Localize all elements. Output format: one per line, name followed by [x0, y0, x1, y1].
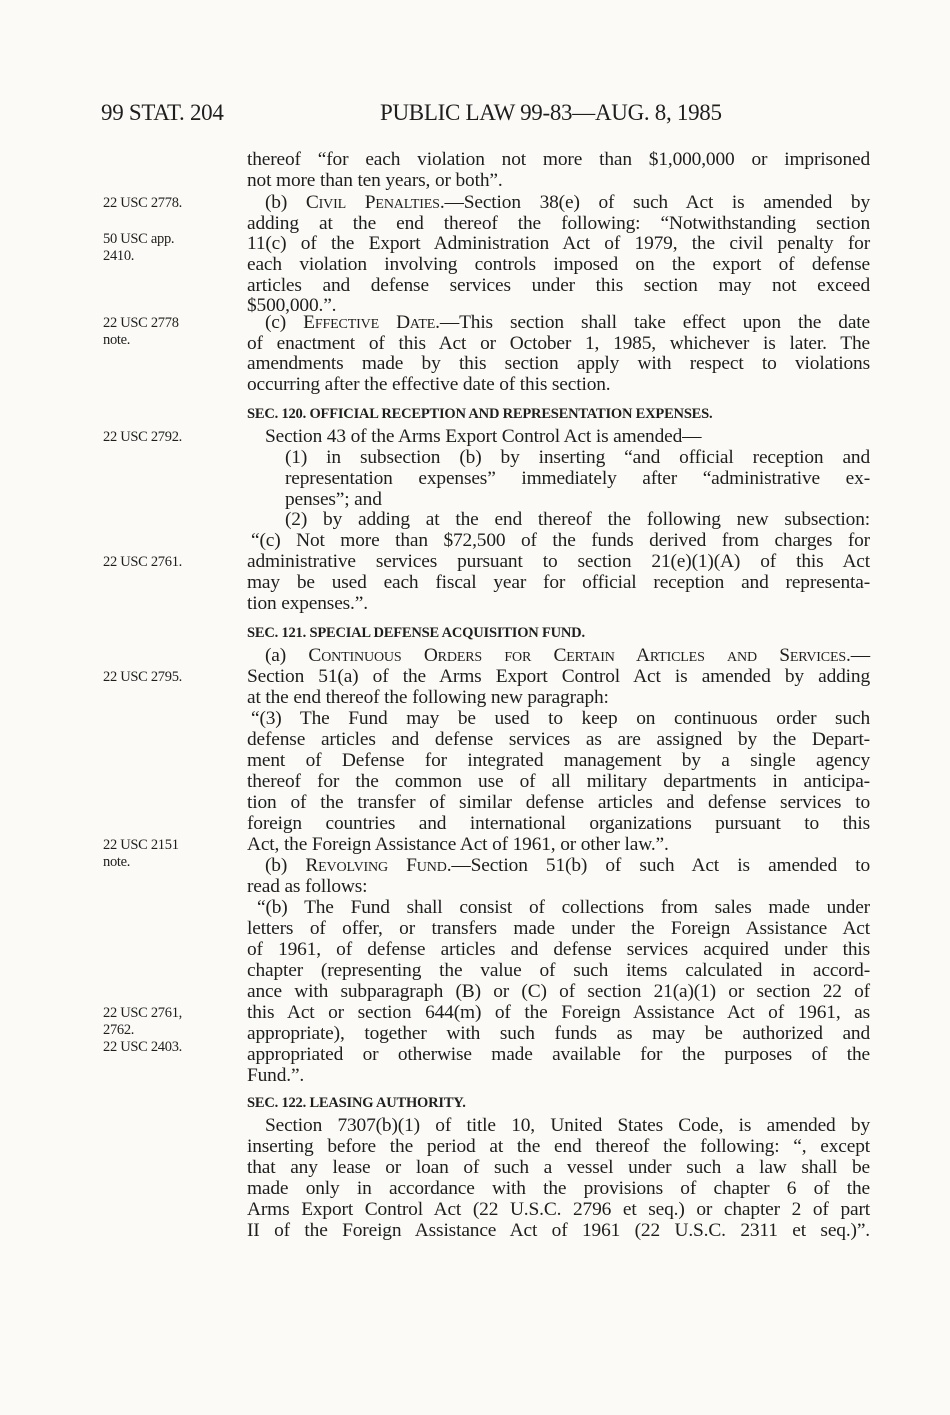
- text-line: [247, 750, 870, 772]
- text-line: [247, 666, 870, 688]
- text-line: [247, 593, 870, 615]
- line-text: administrative services pursuant to section 21(e)(1)(A) of this Act: [247, 551, 870, 572]
- text-line: [285, 447, 870, 469]
- text-line: [251, 708, 870, 730]
- text-line: [247, 1199, 870, 1221]
- line-text: thereof for the common use of all military departments in anticipa-: [247, 771, 870, 792]
- text-line: [247, 170, 870, 192]
- line-text: inserting before the period at the end thereof the following: “, except: [247, 1136, 870, 1157]
- text-line: [247, 1178, 870, 1200]
- text-line: [247, 960, 870, 982]
- text-line: [247, 333, 870, 355]
- text-line: [251, 530, 870, 552]
- line-text: this Act or section 644(m) of the Foreign Assistance Act of 1961, as: [247, 1002, 870, 1023]
- line-text: that any lease or loan of such a vessel under such a law shall be: [247, 1157, 870, 1178]
- text-line: [247, 1157, 870, 1179]
- line-text: penses”; and: [285, 489, 382, 510]
- margin-citation: 22 USC 2403.: [103, 1039, 182, 1055]
- page-stat-number: 99 STAT. 204: [101, 100, 224, 125]
- text-line: [247, 1065, 870, 1087]
- text-line: [247, 1044, 870, 1066]
- line-text: .—This section shall take effect upon the date: [435, 312, 870, 333]
- line-text: (b): [265, 192, 306, 213]
- margin-citation: 50 USC app.: [103, 231, 175, 247]
- text-line: [247, 792, 870, 814]
- line-text: Fund.”.: [247, 1065, 305, 1086]
- text-line: [247, 551, 870, 573]
- line-text: adding at the end thereof the following: “Notwithstanding section: [247, 213, 870, 234]
- line-text: 11(c) of the Export Administration Act of 1979, the civil penalty for: [247, 233, 870, 254]
- text-line: [247, 353, 870, 375]
- line-text: defense articles and defense services as are assigned by the Depart-: [247, 729, 870, 750]
- line-text: II of the Foreign Assistance Act of 1961 (22 U.S.C. 2311 et seq.)”.: [247, 1220, 870, 1241]
- text-line: [285, 468, 870, 490]
- line-text: of enactment of this Act or October 1, 1985, whichever is later. The: [247, 333, 870, 354]
- line-text: thereof “for each violation not more than $1,000,000 or imprisoned: [247, 149, 870, 170]
- line-text: “(b) The Fund shall consist of collections from sales made under: [257, 897, 870, 918]
- margin-citation: 2410.: [103, 248, 135, 264]
- text-line: [265, 426, 870, 448]
- subsection-heading: Revolving Fund: [305, 855, 447, 876]
- text-line: [247, 1002, 870, 1024]
- text-line: [265, 312, 870, 334]
- line-text: .—: [846, 645, 870, 666]
- text-line: [247, 275, 870, 297]
- line-text: Section 51(a) of the Arms Export Control Act is amended by adding: [247, 666, 870, 687]
- subsection-heading: Continuous Orders for Certain Articles and Services: [308, 645, 847, 666]
- text-line: [247, 687, 870, 709]
- text-line: [247, 572, 870, 594]
- text-line: [247, 254, 870, 276]
- margin-citation: 22 USC 2792.: [103, 429, 182, 445]
- text-line: [247, 771, 870, 793]
- line-text: tion of the transfer of similar defense articles and defense services to: [247, 792, 870, 813]
- line-text: made only in accordance with the provisions of chapter 6 of the: [247, 1178, 870, 1199]
- line-text: articles and defense services under this section may not exceed: [247, 275, 870, 296]
- line-text: chapter (representing the value of such items calculated in accord-: [247, 960, 870, 981]
- text-line: [247, 834, 870, 856]
- line-text: .—Section 51(b) of such Act is amended to: [446, 855, 870, 876]
- line-text: “(3) The Fund may be used to keep on continuous order such: [251, 708, 870, 729]
- text-line: [265, 855, 870, 877]
- section-heading: SEC. 120. OFFICIAL RECEPTION AND REPRESENTATION EXPENSES.: [247, 406, 713, 422]
- margin-citation: 22 USC 2761.: [103, 554, 182, 570]
- text-line: [247, 813, 870, 835]
- line-text: (2) by adding at the end thereof the following new subsection:: [285, 509, 870, 530]
- line-text: (a): [265, 645, 309, 666]
- margin-citation: 22 USC 2151: [103, 837, 179, 853]
- line-text: representation expenses” immediately after “administrative ex-: [285, 468, 870, 489]
- text-line: [257, 897, 870, 919]
- text-line: [265, 645, 870, 667]
- page-title: PUBLIC LAW 99-83—AUG. 8, 1985: [380, 100, 722, 125]
- text-line: [285, 489, 870, 511]
- text-line: [265, 192, 870, 214]
- text-line: [247, 233, 870, 255]
- section-heading: SEC. 122. LEASING AUTHORITY.: [247, 1095, 466, 1111]
- text-line: [247, 876, 870, 898]
- margin-citation: 22 USC 2795.: [103, 669, 182, 685]
- text-line: [247, 939, 870, 961]
- line-text: letters of offer, or transfers made under the Foreign Assistance Act: [247, 918, 870, 939]
- line-text: of 1961, of defense articles and defense services acquired under this: [247, 939, 870, 960]
- line-text: $500,000.”.: [247, 295, 337, 316]
- line-text: not more than ten years, or both”.: [247, 170, 503, 191]
- line-text: “(c) Not more than $72,500 of the funds derived from charges for: [251, 530, 870, 551]
- text-line: [247, 149, 870, 171]
- text-line: [247, 1136, 870, 1158]
- line-text: foreign countries and international organizations pursuant to this: [247, 813, 870, 834]
- line-text: appropriated or otherwise made available for the purposes of the: [247, 1044, 870, 1065]
- line-text: amendments made by this section apply with respect to violations: [247, 353, 870, 374]
- subsection-heading: Effective Date: [303, 312, 436, 333]
- line-text: .—Section 38(e) of such Act is amended by: [439, 192, 871, 213]
- margin-citation: 2762.: [103, 1022, 135, 1038]
- text-line: [247, 1220, 870, 1242]
- line-text: may be used each fiscal year for official reception and representa-: [247, 572, 870, 593]
- line-text: Section 43 of the Arms Export Control Act is amended—: [265, 426, 702, 447]
- line-text: each violation involving controls imposed on the export of defense: [247, 254, 870, 275]
- section-heading: SEC. 121. SPECIAL DEFENSE ACQUISITION FUND.: [247, 625, 585, 641]
- text-line: [247, 374, 870, 396]
- line-text: ance with subparagraph (B) or (C) of section 21(a)(1) or section 22 of: [247, 981, 870, 1002]
- line-text: read as follows:: [247, 876, 368, 897]
- text-line: [247, 213, 870, 235]
- line-text: (b): [265, 855, 306, 876]
- text-line: [247, 1023, 870, 1045]
- text-line: [247, 981, 870, 1003]
- line-text: Arms Export Control Act (22 U.S.C. 2796 et seq.) or chapter 2 of part: [247, 1199, 870, 1220]
- text-line: [247, 918, 870, 940]
- subsection-heading: Civil Penalties: [305, 192, 440, 213]
- margin-citation: 22 USC 2761,: [103, 1005, 182, 1021]
- text-line: [265, 1115, 870, 1137]
- text-line: [285, 509, 870, 531]
- line-text: ment of Defense for integrated management by a single agency: [247, 750, 870, 771]
- margin-citation: 22 USC 2778: [103, 315, 179, 331]
- margin-citation: 22 USC 2778.: [103, 195, 182, 211]
- line-text: (c): [265, 312, 304, 333]
- line-text: Act, the Foreign Assistance Act of 1961, or other law.”.: [247, 834, 669, 855]
- line-text: occurring after the effective date of this section.: [247, 374, 611, 395]
- line-text: appropriate), together with such funds as may be authorized and: [247, 1023, 870, 1044]
- margin-citation: note.: [103, 854, 131, 870]
- margin-citation: note.: [103, 332, 131, 348]
- line-text: Section 7307(b)(1) of title 10, United States Code, is amended by: [265, 1115, 870, 1136]
- line-text: at the end thereof the following new paragraph:: [247, 687, 609, 708]
- line-text: (1) in subsection (b) by inserting “and official reception and: [285, 447, 870, 468]
- line-text: tion expenses.”.: [247, 593, 368, 614]
- text-line: [247, 729, 870, 751]
